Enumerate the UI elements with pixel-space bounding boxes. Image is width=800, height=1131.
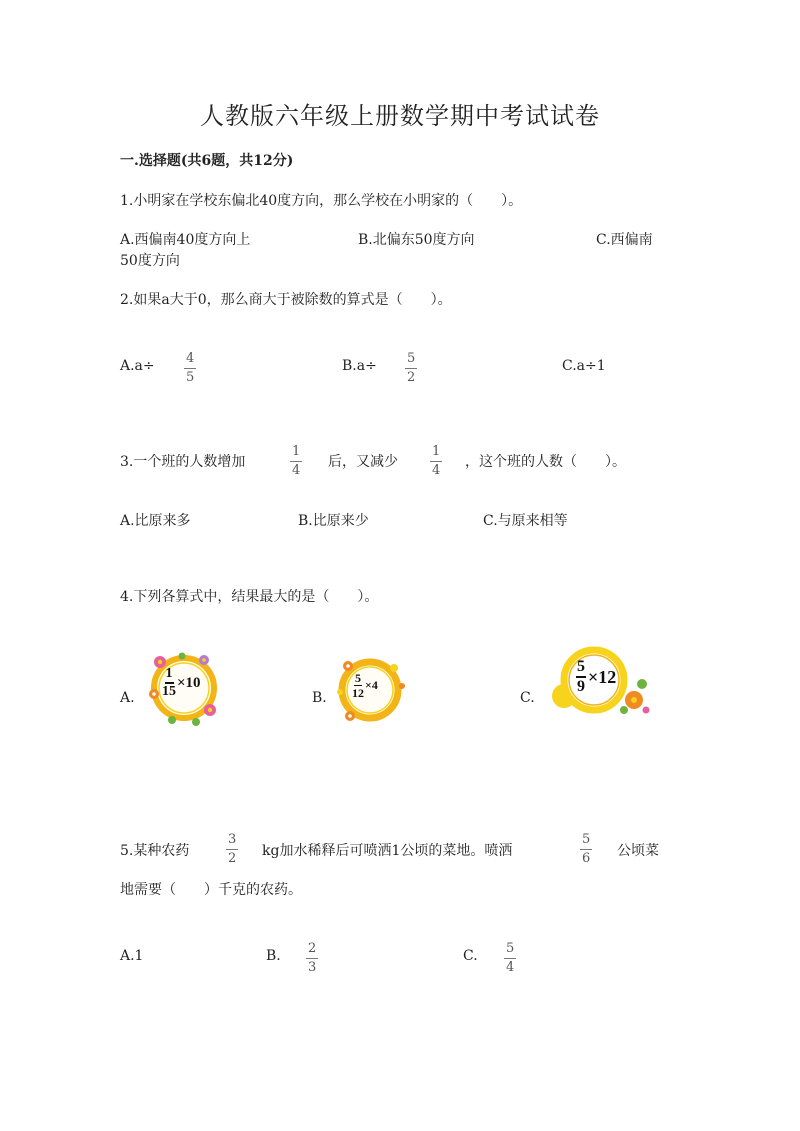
question-5-stem-part2: kg加水稀释后可喷洒1公顷的菜地。喷洒	[262, 843, 513, 859]
fraction-denominator: 4	[432, 462, 441, 478]
fraction-denominator: 2	[228, 850, 237, 866]
question-5-fraction-pesticide	[226, 833, 238, 865]
fraction-denominator: 6	[582, 850, 591, 866]
question-4-option-a-badge[interactable]	[144, 648, 224, 728]
question-5-option-b-label[interactable]: B.	[266, 948, 281, 964]
question-4-option-b-label[interactable]: B.	[312, 690, 327, 706]
question-5-stem-part1: 5.某种农药	[120, 843, 190, 859]
fraction-denominator: 3	[308, 959, 317, 975]
question-3-option-a[interactable]: A.比原来多	[120, 513, 191, 529]
section-heading: 一.选择题(共6题，共12分)	[120, 153, 294, 169]
question-3-option-b[interactable]: B.比原来少	[298, 513, 369, 529]
badge-multiplier: ×12	[588, 666, 617, 687]
badge-multiplier: ×4	[365, 678, 378, 692]
badge-numerator: 1	[165, 667, 174, 684]
question-5-option-b-fraction	[306, 942, 318, 974]
question-3-fraction-increase	[290, 445, 302, 477]
fraction-numerator: 1	[290, 445, 302, 462]
question-3-stem-part3: ，这个班的人数（ ）。	[465, 454, 626, 470]
fraction-numerator: 2	[306, 942, 318, 959]
question-1-option-c-continued: 50度方向	[120, 253, 180, 269]
fraction-numerator: 4	[184, 352, 196, 369]
question-4-option-a-label[interactable]: A.	[120, 690, 135, 706]
question-4-stem: 4.下列各算式中，结果最大的是（ ）。	[120, 589, 379, 605]
question-2-option-a-fraction	[184, 352, 196, 384]
question-2-option-c[interactable]: C.a÷1	[562, 358, 606, 374]
badge-denominator: 12	[352, 686, 364, 700]
badge-numerator: 5	[576, 659, 586, 678]
fraction-denominator: 4	[292, 462, 301, 478]
question-3-option-c[interactable]: C.与原来相等	[483, 513, 568, 529]
question-5-fraction-area	[580, 833, 592, 865]
badge-multiplier: ×10	[177, 674, 201, 691]
question-2-option-b[interactable]: B.a÷	[342, 358, 377, 374]
fraction-numerator: 1	[430, 445, 442, 462]
question-5-stem-line2: 地需要（ ）千克的农药。	[120, 882, 302, 898]
fraction-denominator: 5	[186, 369, 195, 385]
question-1-stem: 1.小明家在学校东偏北40度方向，那么学校在小明家的（ ）。	[120, 193, 523, 209]
page-title: 人教版六年级上册数学期中考试试卷	[200, 102, 600, 130]
question-5-option-a[interactable]: A.1	[120, 948, 144, 964]
fraction-numerator: 3	[226, 833, 238, 850]
fraction-numerator: 5	[580, 833, 592, 850]
question-1-option-c[interactable]: C.西偏南	[596, 232, 653, 248]
question-3-stem-part2: 后，又减少	[328, 454, 398, 470]
question-2-option-a[interactable]: A.a÷	[120, 358, 155, 374]
question-2-stem: 2.如果a大于0，那么商大于被除数的算式是（ ）。	[120, 292, 452, 308]
question-4-option-b-badge[interactable]	[330, 652, 410, 726]
question-3-fraction-decrease	[430, 445, 442, 477]
question-5-option-c-label[interactable]: C.	[463, 948, 478, 964]
question-1-option-b[interactable]: B.北偏东50度方向	[358, 232, 475, 248]
question-5-stem-part3: 公顷菜	[617, 843, 659, 859]
fraction-denominator: 2	[407, 369, 416, 385]
question-3-stem-part1: 3.一个班的人数增加	[120, 454, 246, 470]
badge-numerator: 5	[355, 671, 361, 685]
badge-denominator: 15	[162, 684, 176, 699]
fraction-numerator: 5	[405, 352, 417, 369]
fraction-numerator: 5	[504, 942, 516, 959]
badge-denominator: 9	[577, 678, 585, 695]
question-4-option-c-badge[interactable]	[550, 644, 654, 720]
question-1-option-a[interactable]: A.西偏南40度方向上	[120, 232, 251, 248]
question-5-option-c-fraction	[504, 942, 516, 974]
question-4-option-c-label[interactable]: C.	[520, 690, 535, 706]
fraction-denominator: 4	[506, 959, 515, 975]
question-2-option-b-fraction	[405, 352, 417, 384]
